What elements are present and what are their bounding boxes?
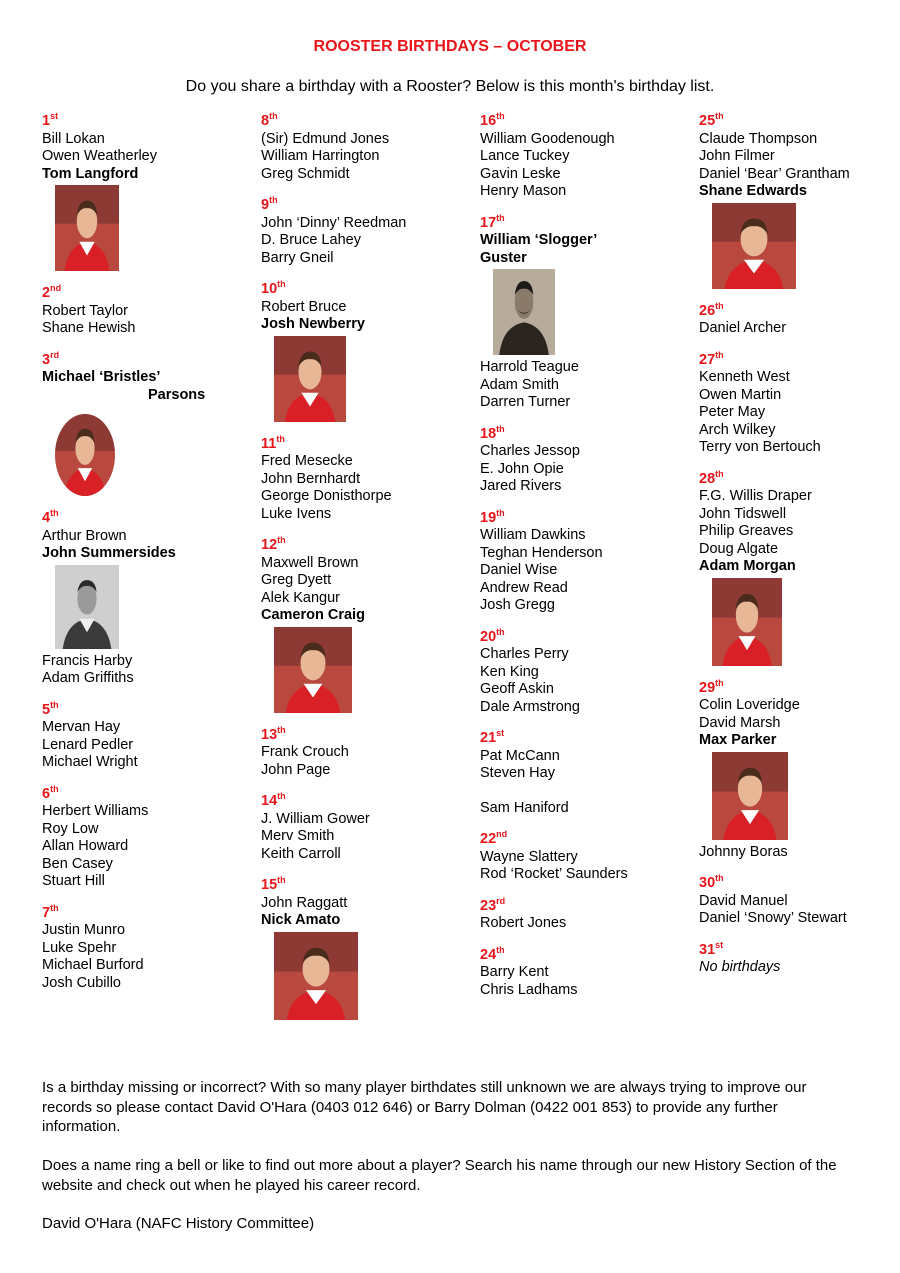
name: Josh Cubillo [42,974,121,991]
day-17 [480,212,685,412]
footer-paragraph-contact: Is a birthday missing or incorrect? With so many player birthdates still unknown we are always trying to improve our records so please contact David O'Hara (0403 012 646) or Barry Dolman (0422 001 853) to provide any further information. [42,1079,807,1135]
day-4 [42,510,247,688]
name: Johnny Boras [699,843,788,860]
name: Daniel Wise [480,562,558,578]
day-number: 2nd [42,283,62,301]
name: Pat McCann [480,747,560,764]
name: Lance Tuckey [480,148,570,164]
name: John Filmer [699,148,775,164]
name-featured: Parsons [148,386,206,403]
name-featured: Michael ‘Bristles’ [42,369,161,385]
name: J. William Gower [261,810,370,827]
name: Harrold Teague [480,359,579,375]
day-15 [261,877,466,1020]
name: William Dawkins [480,527,586,543]
day-14 [261,793,466,863]
day-number: 15th [261,875,286,893]
day-1 [42,113,247,271]
day-number: 24th [480,944,505,963]
day-number: 17th [480,212,505,231]
name: Owen Martin [699,386,782,403]
day-number: 20th [480,626,505,645]
name: Doug Algate [699,540,779,557]
name: Ben Casey [42,855,113,872]
name: Herbert Williams [42,803,149,819]
day-number: 27th [699,349,724,368]
day-number: 10th [261,279,286,297]
name: Barry Kent [480,964,549,980]
name-featured: Cameron Craig [261,607,365,623]
day-8 [261,113,466,183]
name: Robert Bruce [261,298,347,315]
name: Michael Burford [42,957,144,973]
day-2 [42,285,247,338]
name: Bill Lokan [42,130,105,147]
day-26 [699,300,900,338]
footer-signature: David O'Hara (NAFC History Committee) [42,1215,315,1232]
name: Jared Rivers [480,478,562,494]
name: Daniel ‘Bear’ Grantham [699,165,850,182]
name: David Manuel [699,892,788,909]
player-photo [274,627,352,713]
day-number: 29th [699,677,724,696]
day-24 [480,944,685,1000]
name-featured: Max Parker [699,732,777,748]
day-11 [261,433,466,524]
name: Charles Jessop [480,443,580,459]
name: Stuart Hill [42,873,105,889]
day-30 [699,875,900,928]
day-number: 22nd [480,829,508,847]
day-6 [42,783,247,891]
name: Justin Munro [42,922,126,938]
name: William Harrington [261,148,380,164]
name: Mervan Hay [42,719,121,735]
name: Steven Hay [480,765,555,781]
day-number: 5th [42,699,59,718]
name: Wayne Slattery [480,848,578,865]
no-birthdays-note: No birthdays [699,959,781,975]
name: John ‘Dinny’ Reedman [261,214,407,231]
name-featured: William ‘Slogger’ [480,232,598,248]
day-number: 7th [42,902,59,921]
name: Maxwell Brown [261,554,359,571]
day-22 [480,831,685,884]
name: Darren Turner [480,394,571,410]
name: Josh Gregg [480,597,555,613]
player-photo [712,578,782,666]
day-number: 4th [42,508,59,526]
day-18 [480,423,685,496]
day-13 [261,724,466,780]
name: Colin Loveridge [699,697,800,713]
name: Lenard Pedler [42,736,134,753]
name: Ken King [480,663,539,680]
day-10 [261,281,466,422]
day-20 [480,626,685,717]
day-27 [699,349,900,457]
name: Luke Spehr [42,939,117,956]
name: Michael Wright [42,754,138,770]
name: John Bernhardt [261,470,361,487]
day-28 [699,468,900,666]
name: Fred Mesecke [261,453,353,469]
name: Shane Hewish [42,320,136,336]
name: Merv Smith [261,828,335,844]
day-number: 1st [42,111,59,129]
column-3 [480,113,685,1013]
page-subtitle: Do you share a birthday with a Rooster? Below is this month's birthday list. [185,78,715,95]
name: Kenneth West [699,369,790,385]
day-19 [480,507,685,615]
name: Sam Haniford [480,799,569,816]
day-23 [480,895,685,933]
day-number: 6th [42,783,59,802]
player-photo [55,185,119,271]
day-number: 3rd [42,349,60,368]
day-number: 9th [261,195,278,213]
name-featured: Josh Newberry [261,316,365,332]
name: Greg Dyett [261,572,332,588]
name: Chris Ladhams [480,981,578,998]
name: Dale Armstrong [480,698,580,715]
day-number: 26th [699,300,724,319]
player-photo [55,565,119,649]
name: Teghan Henderson [480,544,603,561]
day-number: 18th [480,423,505,442]
player-photo [274,932,358,1020]
day-number: 14th [261,791,286,809]
name: Andrew Read [480,579,568,596]
day-number: 28th [699,468,724,487]
name-featured: Tom Langford [42,165,139,182]
name: Gavin Leske [480,165,561,182]
name-featured: Shane Edwards [699,183,807,199]
name: Allan Howard [42,838,129,854]
day-number: 11th [261,433,285,452]
day-number: 19th [480,507,505,526]
name: Philip Greaves [699,523,794,539]
day-number: 25th [699,111,724,129]
name: Charles Perry [480,646,569,662]
name: Roy Low [42,820,99,837]
column-4 [699,113,900,991]
day-5 [42,699,247,772]
name: Adam Griffiths [42,670,134,686]
spacer [480,783,685,800]
name: William Goodenough [480,130,615,147]
name: E. John Opie [480,460,564,477]
player-photo [55,414,115,496]
day-29 [699,677,900,862]
name: Terry von Bertouch [699,439,821,455]
day-number: 8th [261,111,278,129]
name: Daniel Archer [699,320,787,336]
name: Alek Kangur [261,589,340,606]
page-title: ROOSTER BIRTHDAYS – OCTOBER [313,38,587,55]
name-featured: Nick Amato [261,912,341,928]
day-number: 13th [261,724,286,743]
name: Rod ‘Rocket’ Saunders [480,866,628,882]
name: Adam Smith [480,376,559,393]
day-number: 21st [480,728,505,746]
day-number: 30th [699,873,724,891]
day-number: 16th [480,111,505,129]
name-featured: Guster [480,249,527,266]
name: David Marsh [699,714,781,731]
name: Luke Ivens [261,505,332,522]
name: John Page [261,761,331,778]
day-number: 23rd [480,895,506,914]
name-featured: John Summersides [42,545,176,561]
name: Robert Jones [480,915,567,931]
name: (Sir) Edmund Jones [261,130,390,147]
name: Frank Crouch [261,744,349,760]
day-3 [42,349,247,497]
name-featured: Adam Morgan [699,558,796,574]
name: Geoff Askin [480,681,554,697]
day-number: 12th [261,535,286,553]
name: Owen Weatherley [42,148,157,164]
name: John Raggatt [261,894,348,911]
day-9 [261,197,466,267]
player-photo [712,203,796,289]
name: Barry Gneil [261,249,334,266]
player-photo [712,752,788,840]
name: Francis Harby [42,652,133,669]
name: Greg Schmidt [261,165,350,182]
name: Peter May [699,404,766,420]
name: Henry Mason [480,183,567,199]
day-31 [699,939,900,977]
name: D. Bruce Lahey [261,232,361,248]
day-25 [699,113,900,289]
column-1 [42,113,247,1006]
player-photo [493,269,555,355]
name: Keith Carroll [261,845,341,862]
name: George Donisthorpe [261,488,392,504]
day-number: 31st [699,939,724,958]
day-12 [261,537,466,713]
name: Arch Wilkey [699,421,776,438]
column-2 [261,113,466,1034]
name: John Tidswell [699,505,787,522]
name: Daniel ‘Snowy’ Stewart [699,910,847,926]
name: Claude Thompson [699,130,818,147]
footer-paragraph-history: Does a name ring a bell or like to find out more about a player? Search his name through our new History Section of the website and check out when he played his career record. [42,1157,837,1194]
name: Robert Taylor [42,302,128,319]
name: F.G. Willis Draper [699,488,812,504]
day-7 [42,902,247,993]
day-16 [480,113,685,201]
day-21 [480,730,685,817]
name: Arthur Brown [42,527,127,544]
player-photo [274,336,346,422]
